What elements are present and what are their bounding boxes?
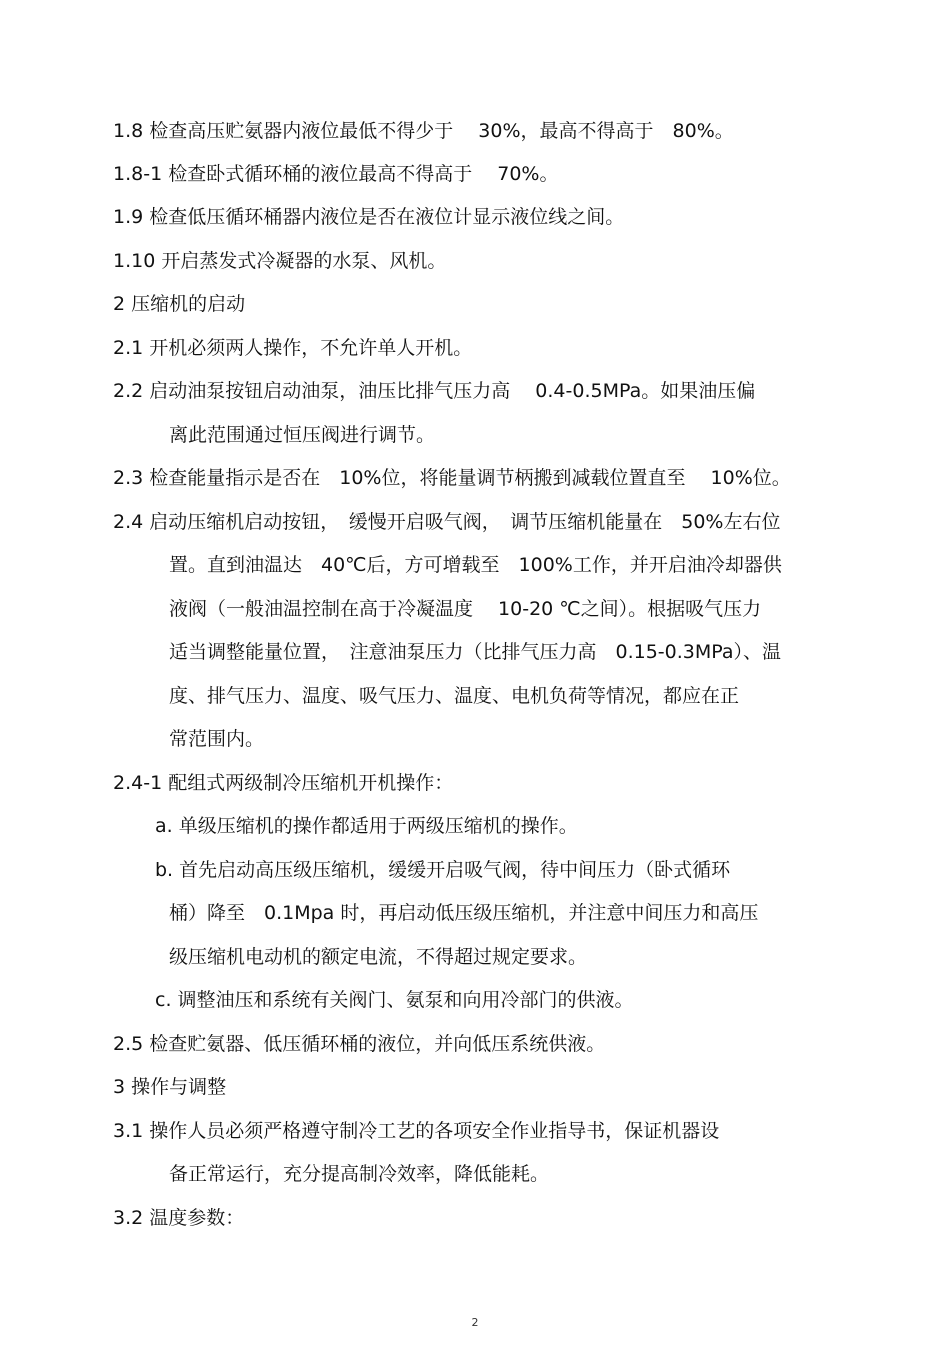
page-number: 2 — [471, 1316, 479, 1329]
item-1-8-1: 1.8-1 检查卧式循环桶的液位最高不得高于 70%。 — [113, 163, 559, 185]
sub-item-b-continued-1: 桶）降至 0.1Mpa 时，再启动低压级压缩机，并注意中间压力和高压 — [169, 902, 759, 924]
item-2-2-continued: 离此范围通过恒压阀进行调节。 — [169, 424, 436, 446]
item-2-4-continued-4: 度、排气压力、温度、吸气压力、温度、电机负荷等情况，都应在正 — [169, 685, 740, 707]
item-2-2: 2.2 启动油泵按钮启动油泵，油压比排气压力高 0.4-0.5MPa。如果油压偏 — [113, 380, 756, 402]
item-1-9: 1.9 检查低压循环桶器内液位是否在液位计显示液位线之间。 — [113, 206, 625, 228]
item-3-2: 3.2 温度参数： — [113, 1207, 245, 1229]
sub-item-c: c. 调整油压和系统有关阀门、氨泵和向用冷部门的供液。 — [155, 989, 634, 1011]
item-2-4-1: 2.4-1 配组式两级制冷压缩机开机操作： — [113, 772, 454, 794]
sub-item-b: b. 首先启动高压级压缩机，缓缓开启吸气阀，待中间压力（卧式循环 — [155, 859, 731, 881]
item-2-4-continued-5: 常范围内。 — [169, 728, 265, 750]
sub-item-b-continued-2: 级压缩机电动机的额定电流，不得超过规定要求。 — [169, 946, 588, 968]
item-2-1: 2.1 开机必须两人操作，不允许单人开机。 — [113, 337, 473, 359]
item-1-8: 1.8 检查高压贮氨器内液位最低不得少于 30%，最高不得高于 80%。 — [113, 120, 734, 142]
section-2-heading: 2 压缩机的启动 — [113, 293, 246, 315]
item-1-10: 1.10 开启蒸发式冷凝器的水泵、风机。 — [113, 250, 447, 272]
item-2-3: 2.3 检查能量指示是否在 10%位，将能量调节柄搬到减载位置直至 10%位。 — [113, 467, 791, 489]
item-2-4-continued-2: 液阀（一般油温控制在高于冷凝温度 10-20 ℃之间）。根据吸气压力 — [169, 598, 762, 620]
item-3-1: 3.1 操作人员必须严格遵守制冷工艺的各项安全作业指导书，保证机器设 — [113, 1120, 720, 1142]
item-2-4-continued-3: 适当调整能量位置， 注意油泵压力（比排气压力高 0.15-0.3MPa）、温 — [169, 641, 782, 663]
section-3-heading: 3 操作与调整 — [113, 1076, 227, 1098]
item-3-1-continued: 备正常运行，充分提高制冷效率，降低能耗。 — [169, 1163, 550, 1185]
sub-item-a: a. 单级压缩机的操作都适用于两级压缩机的操作。 — [155, 815, 578, 837]
item-2-4-continued-1: 置。直到油温达 40℃后，方可增载至 100%工作，并开启油冷却器供 — [169, 554, 782, 576]
item-2-5: 2.5 检查贮氨器、低压循环桶的液位，并向低压系统供液。 — [113, 1033, 606, 1055]
item-2-4: 2.4 启动压缩机启动按钮， 缓慢开启吸气阀， 调节压缩机能量在 50%左右位 — [113, 511, 781, 533]
